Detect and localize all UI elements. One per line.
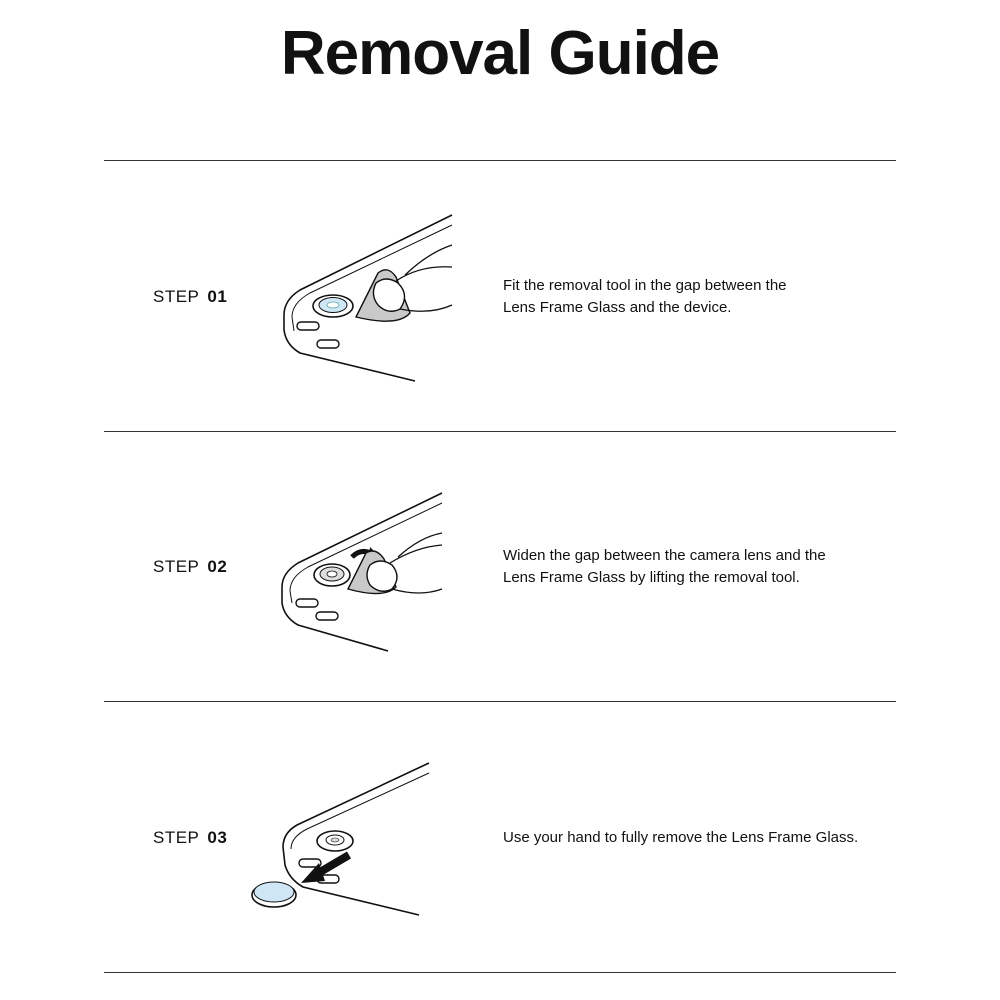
divider — [104, 431, 896, 432]
side-button-icon — [296, 599, 318, 607]
description-line: Widen the gap between the camera lens and the — [503, 547, 826, 564]
step-03-description — [503, 827, 883, 849]
side-button-icon — [316, 612, 338, 620]
description-line: Lens Frame Glass by lifting the removal tool. — [503, 569, 800, 586]
page-title: Removal Guide — [280, 19, 720, 88]
step-03-illustration — [245, 755, 435, 925]
step-word: STEP — [153, 557, 200, 576]
divider — [104, 160, 896, 161]
description-line: Lens Frame Glass and the device. — [503, 299, 732, 316]
step-02-illustration — [270, 485, 460, 665]
divider — [104, 701, 896, 702]
step-02-description — [503, 545, 883, 589]
step-number: 03 — [207, 828, 228, 847]
step-word: STEP — [153, 287, 200, 306]
description-line: Fit the removal tool in the gap between the — [503, 277, 787, 294]
step-number: 01 — [207, 287, 228, 306]
step-01-description — [503, 275, 883, 319]
step-01-illustration — [270, 205, 470, 395]
step-03-label — [153, 828, 227, 848]
divider — [104, 972, 896, 973]
step-02-label — [153, 557, 227, 577]
step-number: 02 — [207, 557, 228, 576]
side-button-icon — [317, 340, 339, 348]
side-button-icon — [297, 322, 319, 330]
description-line: Use your hand to fully remove the Lens Frame Glass. — [503, 829, 859, 846]
finger-icon — [367, 561, 397, 591]
step-01-label — [153, 287, 227, 307]
step-word: STEP — [153, 828, 200, 847]
